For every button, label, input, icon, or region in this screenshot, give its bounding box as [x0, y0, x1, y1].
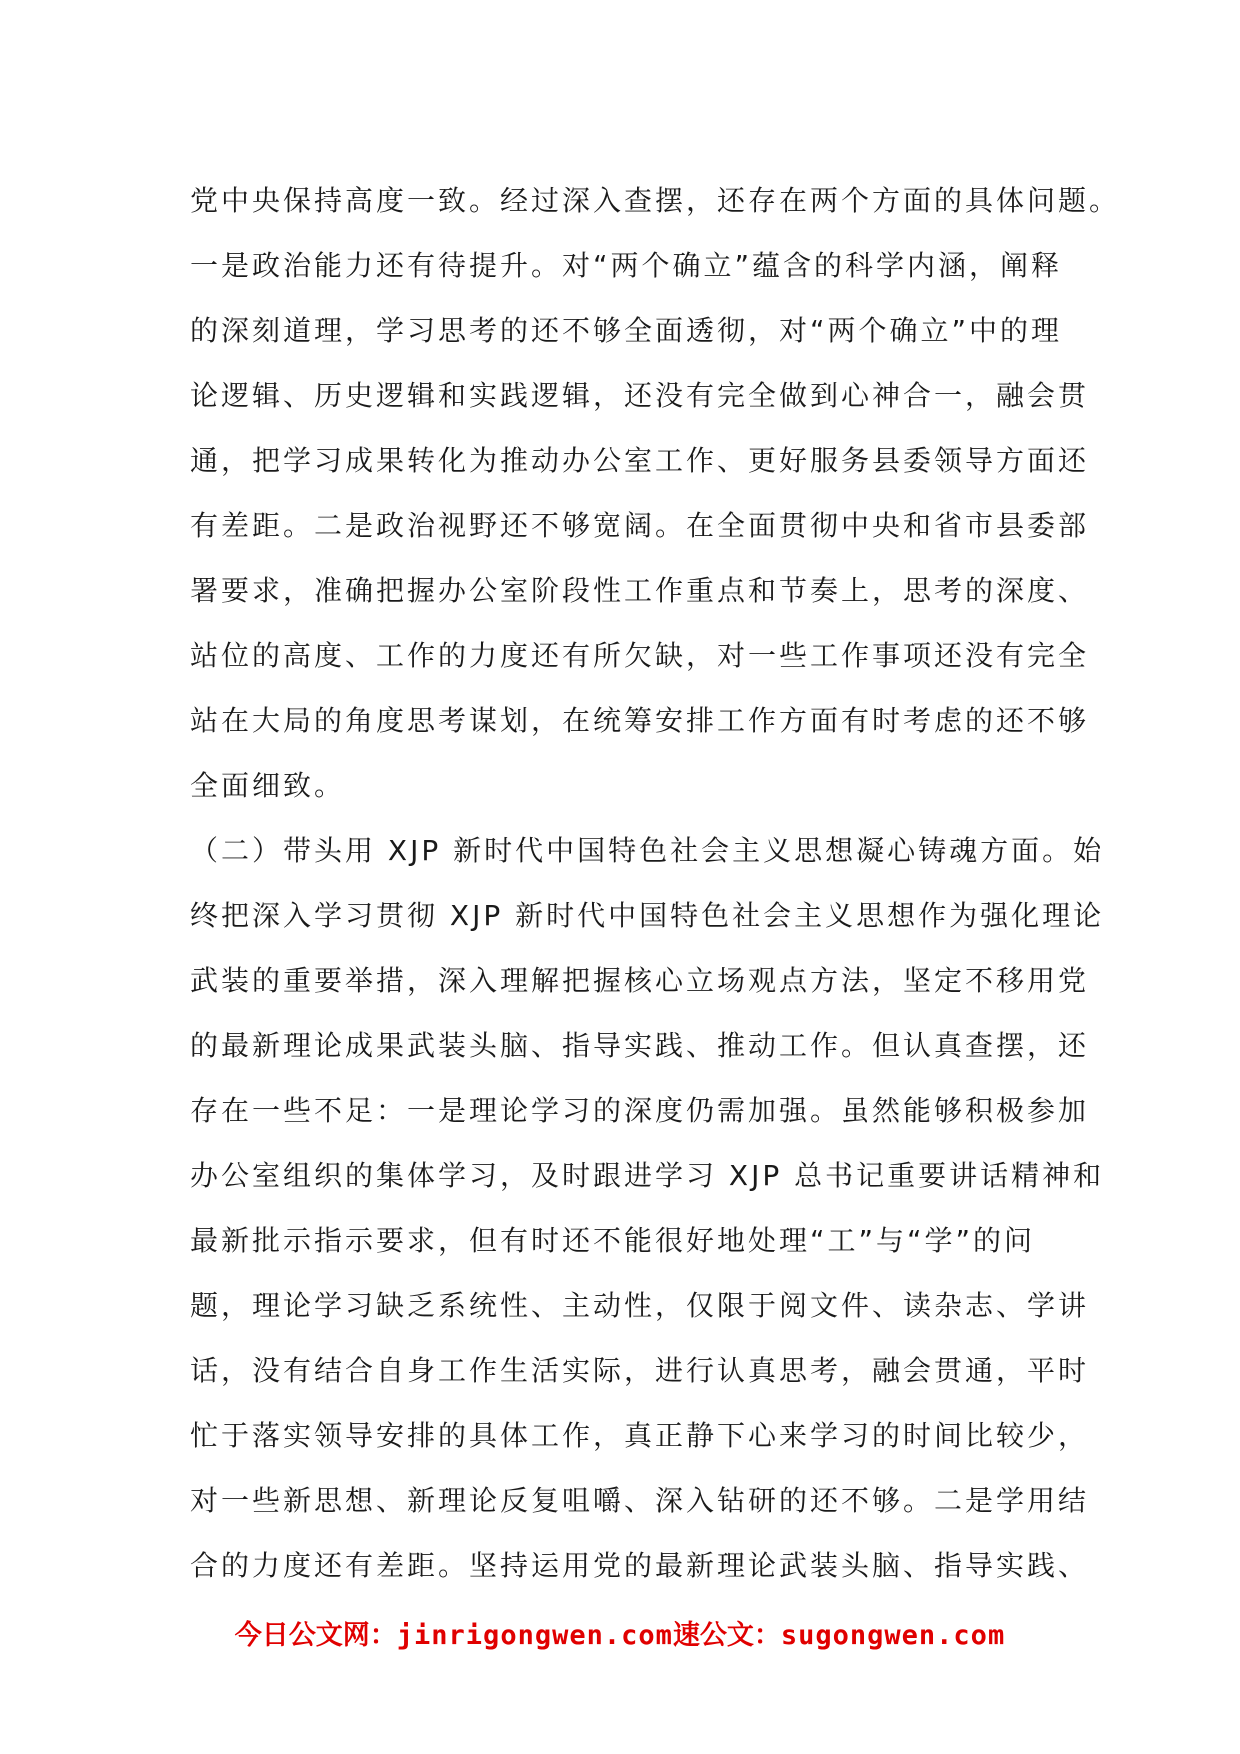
text-line: 有差距。二是政治视野还不够宽阔。在全面贯彻中央和省市县委部	[190, 509, 1090, 542]
text-line: 署要求，准确把握办公室阶段性工作重点和节奏上，思考的深度、	[190, 574, 1090, 607]
text-line: 话，没有结合自身工作生活实际，进行认真思考，融会贯通，平时	[190, 1354, 1090, 1387]
text-line: 终把深入学习贯彻 XJP 新时代中国特色社会主义思想作为强化理论	[190, 899, 1105, 932]
text-line: 通，把学习成果转化为推动办公室工作、更好服务县委领导方面还	[190, 444, 1090, 477]
text-line: 站位的高度、工作的力度还有所欠缺，对一些工作事项还没有完全	[190, 639, 1090, 672]
text-line: 合的力度还有差距。坚持运用党的最新理论武装头脑、指导实践、	[190, 1549, 1090, 1582]
text-line: 的深刻道理，学习思考的还不够全面透彻，对“两个确立”中的理	[190, 314, 1063, 347]
section-heading-line: （二）带头用 XJP 新时代中国特色社会主义思想凝心铸魂方面。始	[190, 834, 1105, 867]
document-body	[190, 168, 1121, 1598]
text-line: 办公室组织的集体学习，及时跟进学习 XJP 总书记重要讲话精神和	[190, 1159, 1105, 1192]
text-line: 忙于落实领导安排的具体工作，真正静下心来学习的时间比较少，	[190, 1419, 1090, 1452]
footer-watermark	[0, 1613, 1240, 1652]
text-line: 一是政治能力还有待提升。对“两个确立”蕴含的科学内涵，阐释	[190, 249, 1063, 282]
text-line: 党中央保持高度一致。经过深入查摆，还存在两个方面的具体问题。	[190, 184, 1121, 217]
footer-site1-url[interactable]: jinrigongwen.com	[396, 1620, 673, 1651]
footer-site2-url[interactable]: sugongwen.com	[780, 1620, 1006, 1651]
text-line: 对一些新思想、新理论反复咀嚼、深入钻研的还不够。二是学用结	[190, 1484, 1090, 1517]
footer-site2-name: 速公文：	[672, 1620, 781, 1651]
footer-site1-name: 今日公文网：	[234, 1620, 397, 1651]
text-line: 全面细致。	[190, 769, 346, 802]
text-line: 最新批示指示要求，但有时还不能很好地处理“工”与“学”的问	[190, 1224, 1036, 1257]
text-line: 论逻辑、历史逻辑和实践逻辑，还没有完全做到心神合一，融会贯	[190, 379, 1090, 412]
text-line: 存在一些不足：一是理论学习的深度仍需加强。虽然能够积极参加	[190, 1094, 1090, 1127]
text-line: 题，理论学习缺乏系统性、主动性，仅限于阅文件、读杂志、学讲	[190, 1289, 1090, 1322]
text-line: 的最新理论成果武装头脑、指导实践、推动工作。但认真查摆，还	[190, 1029, 1090, 1062]
text-line: 武装的重要举措，深入理解把握核心立场观点方法，坚定不移用党	[190, 964, 1090, 997]
text-line: 站在大局的角度思考谋划，在统筹安排工作方面有时考虑的还不够	[190, 704, 1090, 737]
